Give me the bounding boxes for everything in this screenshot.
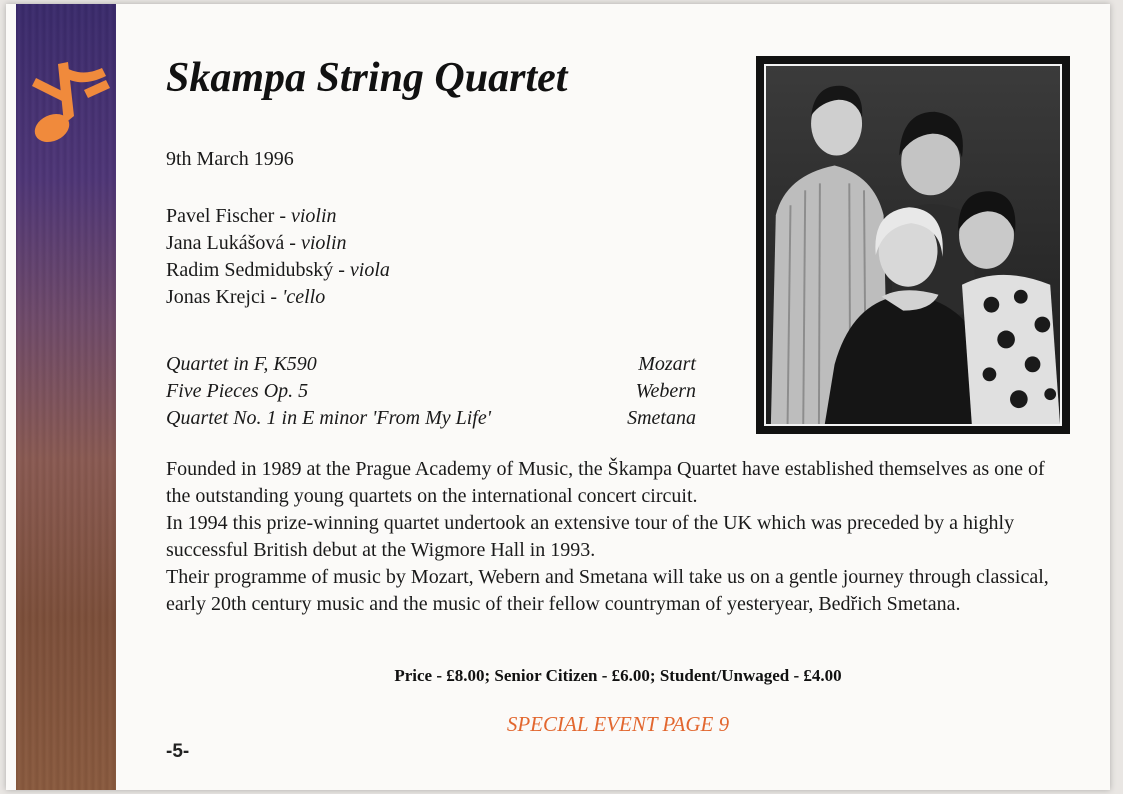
quartet-photo-frame <box>756 56 1070 434</box>
programme-item <box>166 405 696 432</box>
performer-instrument: viola <box>349 259 390 281</box>
performer-item: Radim Sedmidubský - viola <box>166 259 390 281</box>
programme-composer: Webern <box>635 380 696 402</box>
quartet-photo <box>764 64 1062 426</box>
special-event-notice: SPECIAL EVENT PAGE 9 <box>506 712 730 736</box>
page-title: Skampa String Quartet <box>166 55 568 101</box>
performer-item: Jonas Krejci - 'cello <box>166 286 326 308</box>
programme-composer: Smetana <box>627 407 696 429</box>
performer-instrument: violin <box>300 232 347 254</box>
performer-name: Jana Lukášová <box>166 232 285 254</box>
programme-work: Quartet No. 1 in E minor 'From My Life' <box>166 407 492 429</box>
bio-paragraph: Their programme of music by Mozart, Webern and Smetana will take us on a gentle journey through classical, early 20th century music and the music of their fellow countryman of yesteryear, Bedřich Smetana. <box>166 566 1049 615</box>
ticket-prices: Price - £8.00; Senior Citizen - £6.00; Student/Unwaged - £4.00 <box>394 666 842 685</box>
music-note-icon <box>24 50 114 150</box>
programme-item <box>166 351 696 378</box>
programme-list <box>166 351 696 432</box>
quartet-photo-image <box>766 66 1060 424</box>
concert-date: 9th March 1996 <box>166 148 294 170</box>
decorative-sidebar <box>16 4 116 790</box>
programme-work: Quartet in F, K590 <box>166 353 317 375</box>
bio-paragraph: In 1994 this prize-winning quartet undertook an extensive tour of the UK which was preceded by a highly successful British debut at the Wigmore Hall in 1993. <box>166 512 1015 561</box>
performer-name: Pavel Fischer <box>166 205 275 227</box>
performer-item: Pavel Fischer - violin <box>166 205 337 227</box>
performer-instrument: 'cello <box>282 286 326 308</box>
performer-item: Jana Lukášová - violin <box>166 232 347 254</box>
programme-item <box>166 378 696 405</box>
programme-composer: Mozart <box>638 353 696 375</box>
performer-name: Jonas Krejci <box>166 286 266 308</box>
programme-work: Five Pieces Op. 5 <box>166 380 309 402</box>
page-number: -5- <box>166 741 190 762</box>
quartet-biography <box>166 456 1070 618</box>
performer-instrument: violin <box>290 205 337 227</box>
bio-paragraph: Founded in 1989 at the Prague Academy of Music, the Škampa Quartet have established themselves as one of the outstanding young quartets on the international concert circuit. <box>166 458 1045 507</box>
performer-list <box>166 203 390 311</box>
performer-name: Radim Sedmidubský <box>166 259 334 281</box>
programme-page <box>6 4 1110 790</box>
